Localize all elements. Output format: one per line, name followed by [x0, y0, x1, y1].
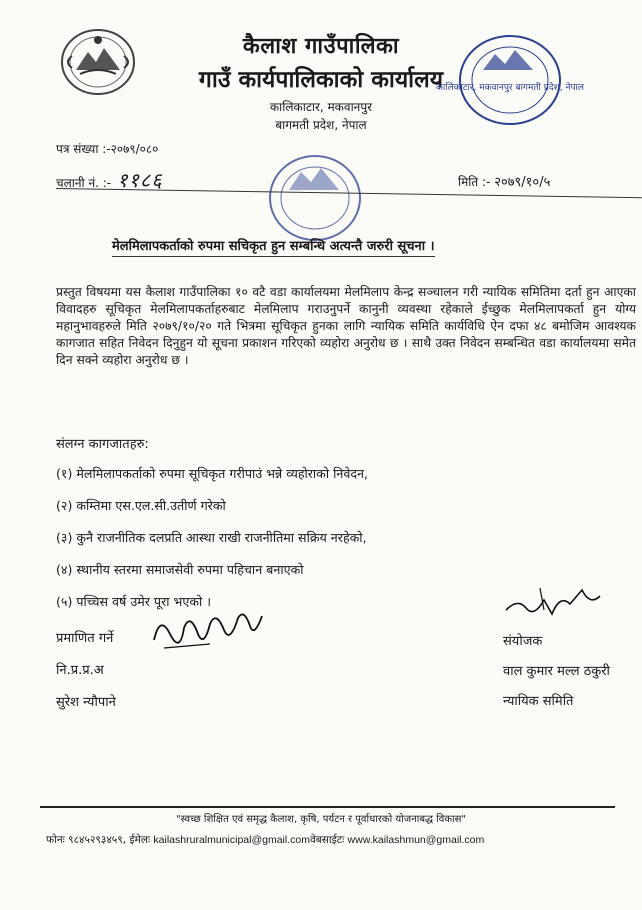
coordinator-block — [503, 627, 610, 717]
email-link[interactable]: kailashruralmunicipal@gmail.com — [153, 834, 310, 846]
certifier-title: नि.प्र.प्र.अ — [56, 663, 104, 678]
office-title-line2: गाउँ कार्यपालिकाको कार्यालय — [198, 67, 444, 93]
website-label: वेबसाईटः — [309, 834, 345, 846]
list-item: (४) स्थानीय स्तरमा समाजसेवी रुपमा पहिचान बनाएको — [56, 562, 304, 577]
certifier-role-label: प्रमाणित गर्ने — [56, 631, 114, 646]
dispatch-number-label: चलानी नं. :- — [56, 176, 112, 190]
office-address-line1: कालिकाटार, मकवानपुर — [269, 100, 373, 114]
office-title-line1: कैलाश गाउँपालिका — [242, 34, 400, 59]
certifier-block — [56, 623, 116, 719]
list-item: (१) मेलमिलापकर्ताको रुपमा सूचिकृत गरीपाउं भन्ने व्यहोराको निवेदन, — [56, 466, 369, 481]
notice-subject: मेलमिलापकर्ताको रुपमा सचिकृत हुन सम्बन्धि अत्यन्तै जरुरी सूचना । — [112, 236, 435, 257]
dispatch-number-value: ११८६ — [117, 168, 163, 192]
coordinator-committee: न्यायिक समिति — [503, 694, 574, 709]
office-stamp-seal-overlay — [265, 150, 365, 245]
coordinator-role-label: संयोजक — [503, 634, 543, 649]
signature-right — [500, 580, 610, 622]
footer-slogan: "स्वच्छ शिक्षित एवं समृद्ध कैलाश, कृषि, पर्यटन र पूर्वाधारको योजनाबद्ध विकास" — [176, 814, 466, 825]
notice-body-text: प्रस्तुत विषयमा यस कैलाश गाउँपालिका १० वटै वडा कार्यालयमा मेलमिलाप केन्द्र सञ्चालन गरी न्यायिक समितिमा दर्ता हुन आएका विवादहरु सूचिकृत मेलमिलापकर्ताहरुबाट मेलमिलाप गराउनुपर्ने कानुनी व्यवस्था रहेकाले ईच्छुक मेलमिलापकर्ता हुन योग्य महानुभावहरुले मिति २०७९/१०/२० गते भित्रमा सूचिकृत हुनका लागि न्यायिक समिति कार्यविधि ऐन दफा ४८ बमोजिम आवश्यक कागजात सहित निवेदन दिनुहुन यो सूचना प्रकाशन गरिएको व्यहोरा अनुरोध छ । साथै उक्त निवेदन सम्बन्धित वडा कार्यालयमा समेत दिन सक्ने व्यहोरा अनुरोध छ । — [56, 285, 636, 367]
certifier-name: सुरेश न्यौपाने — [56, 695, 116, 710]
signature-left — [150, 604, 270, 656]
list-item: (३) कुनै राजनीतिक दलप्रति आस्था राखी राजनीतिमा सक्रिय नरहेको, — [56, 530, 367, 545]
office-stamp-seal — [436, 30, 584, 130]
phone-label: फोनः — [46, 834, 65, 846]
enclosures-list — [56, 458, 368, 618]
footer-contact — [46, 833, 484, 847]
list-item: (२) कम्तिमा एस.एल.सी.उतीर्ण गरेको — [56, 498, 226, 513]
website-link[interactable]: www.kailashmun@gmail.com — [347, 834, 485, 846]
notice-body — [56, 284, 636, 369]
email-label: ईमेलः — [129, 834, 151, 846]
date-label: मिति :- — [458, 175, 491, 189]
office-address-line2: बागमती प्रदेश, नेपाल — [275, 118, 367, 132]
footer-divider — [40, 806, 615, 808]
letter-date — [458, 172, 550, 190]
enclosures-heading: संलग्न कागजातहरु: — [56, 437, 149, 452]
coordinator-name: वाल कुमार मल्ल ठकुरी — [503, 664, 610, 679]
list-item: (५) पच्चिस वर्ष उमेर पूरा भएको । — [56, 594, 212, 609]
letter-reference-number: पत्र संख्या :-२०७९/०८० — [56, 142, 159, 156]
date-value: २०७९/१०/५ — [494, 175, 551, 190]
phone-number: ९८४५२९३४५९, — [68, 834, 127, 846]
seal-inner-text: कालिकाटार, मकवानपुर बागमती प्रदेश, नेपाल — [436, 83, 584, 93]
